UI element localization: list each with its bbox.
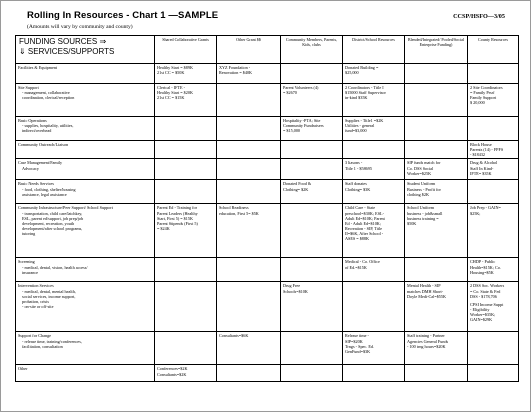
funding-entry-line: 2 Coordinators - Title I xyxy=(345,85,384,90)
service-detail: development/after school programs, xyxy=(22,225,83,231)
service-detail: - transportation, child care/latchkey, xyxy=(22,210,83,216)
service-row-header xyxy=(16,180,155,204)
funding-entry-line: Worker=$35K; xyxy=(470,312,496,317)
funding-entry-line: GAIN=$29K xyxy=(470,317,493,323)
funding-cell xyxy=(155,64,217,84)
funding-cell xyxy=(281,141,343,159)
funding-entry-line: in-kind $35K xyxy=(345,95,368,101)
funding-entry-line: Trngs - Spec. Ed. xyxy=(345,343,375,349)
document-subtitle: (Amounts will vary by community and county) xyxy=(27,24,133,30)
funding-entry-line: Block House xyxy=(470,142,492,147)
funding-cell xyxy=(405,180,468,204)
funding-cell xyxy=(217,64,281,84)
column-header: District/School Resources xyxy=(343,36,405,64)
funding-entry-line: 21st CC = $15K xyxy=(157,95,185,101)
funding-cell xyxy=(343,159,405,180)
funding-entry-line: Parent Ed - Training for xyxy=(157,205,198,211)
funding-entry-line: Donated Building = xyxy=(345,65,379,70)
funding-entry-line: Parent Stipends (First 5) xyxy=(157,220,198,226)
funding-entry-line: Family Support xyxy=(470,95,497,101)
service-row-header xyxy=(16,332,155,365)
funding-entry-line: Consultants=$2K xyxy=(157,371,187,377)
funding-cell xyxy=(281,258,343,282)
service-detail: - food, clothing, shelter/housing xyxy=(22,186,76,192)
funding-entry-line: preschool=$30K; ESL- xyxy=(345,210,384,216)
document-page xyxy=(15,7,515,377)
funding-entry-line: Conferences=$2K xyxy=(157,366,188,372)
service-name: Basic Operations xyxy=(18,118,47,123)
table-row xyxy=(16,204,519,258)
funding-entry-line: Healthy Start = $20K xyxy=(157,90,193,96)
funding-entry-line: = $24K xyxy=(157,225,170,231)
funding-cell xyxy=(281,365,343,382)
funding-entry-line: of Ed.=$15K xyxy=(345,264,367,270)
funding-entry-line: SIP=$20K xyxy=(345,338,363,344)
funding-cell xyxy=(281,332,343,365)
funding-entry-line: Community Fundraisers xyxy=(283,123,324,129)
service-name: Intervention Services xyxy=(18,283,54,289)
service-row-header xyxy=(16,84,155,117)
service-row-header xyxy=(16,117,155,141)
funding-entry-line: Agencies General Funds xyxy=(407,338,449,344)
funding-entry-line: XYZ Foundation - xyxy=(219,65,251,70)
funding-cell xyxy=(217,159,281,180)
funding-entry-line: Staff In Kind- xyxy=(470,165,494,171)
funding-cell xyxy=(343,204,405,258)
funding-entry-line: Consultants=$6K xyxy=(219,333,249,339)
funding-entry-line: Ed - Adult Ed=$10K; xyxy=(345,220,381,226)
funding-cell xyxy=(343,180,405,204)
funding-cell xyxy=(217,84,281,117)
funding-entry-line: ASES = $88K xyxy=(345,236,370,242)
funding-cell xyxy=(281,204,343,258)
funding-entry-line: Recreation - SIP, Title xyxy=(345,225,382,231)
service-row-header xyxy=(16,204,155,258)
service-name: Screening xyxy=(18,259,35,265)
funding-sources-label: FUNDING SOURCES ⇒ xyxy=(19,37,107,46)
funding-cell xyxy=(405,84,468,117)
service-name: Facilities & Equipment xyxy=(18,65,58,70)
funding-cell xyxy=(281,159,343,180)
service-detail: development, recreation, youth xyxy=(22,220,75,226)
service-row-header xyxy=(16,258,155,282)
service-name: Other xyxy=(18,366,28,372)
funding-entry-line: $50K xyxy=(407,220,417,226)
table-row xyxy=(16,117,519,141)
funding-entry-line: Clothing= $3K xyxy=(345,186,371,192)
funding-entry-line: Mental Health - SIP xyxy=(407,283,441,289)
funding-entry-line: = $2670 xyxy=(283,90,297,96)
funding-entry-line: SIP funds match for xyxy=(407,160,441,166)
service-detail: insurance xyxy=(22,269,39,275)
service-row-header xyxy=(16,141,155,159)
funding-cell xyxy=(155,204,217,258)
service-detail: assistance, legal assistance xyxy=(22,191,67,197)
service-detail: - release time, training/conferences, xyxy=(22,338,82,344)
funding-entry-line: matches DMH Short- xyxy=(407,288,444,294)
funding-cell xyxy=(468,141,519,159)
service-detail: tutoring xyxy=(22,231,36,236)
funding-cell xyxy=(217,180,281,204)
service-detail: - medical, dental, vision, health access/ xyxy=(22,264,88,270)
funding-entry-line: IFTE= $35K xyxy=(470,170,492,176)
funding-cell xyxy=(468,332,519,365)
funding-entry-line: CHDP - Public xyxy=(470,259,496,265)
funding-cell xyxy=(405,204,468,258)
service-detail: coordination, clerical/reception xyxy=(22,95,75,101)
service-name: Case Management/Family xyxy=(18,160,63,166)
funding-entry-line: Supplies - Title1 =$2K xyxy=(345,118,384,123)
funding-entry-line: business - job&small xyxy=(407,210,443,216)
service-detail: social services, income support, xyxy=(22,293,76,299)
funding-cell xyxy=(405,141,468,159)
funding-entry-line: Parent Leaders (Healthy xyxy=(157,210,198,216)
funding-cell xyxy=(217,258,281,282)
funding-entry-line: Staff training - Partner xyxy=(407,333,445,339)
funding-cell xyxy=(343,64,405,84)
funding-cell xyxy=(155,141,217,159)
funding-cell xyxy=(343,117,405,141)
service-detail: - on-site or off-site xyxy=(22,303,54,309)
funding-entry-line: Medical - Co. Office xyxy=(345,259,380,265)
funding-entry-line: Staff donates xyxy=(345,181,367,187)
funding-entry-line: business training = xyxy=(407,215,439,221)
table-row xyxy=(16,282,519,332)
funding-cell xyxy=(468,159,519,180)
service-detail: - medical, dental, mental health, xyxy=(22,288,76,294)
funding-entry-line: - $18432 xyxy=(470,152,486,158)
table-row xyxy=(16,332,519,365)
funding-entry-line: fund=$3,000 xyxy=(345,128,367,134)
funding-entry-line: Start, First 5) = $15K xyxy=(157,215,193,221)
funding-entry-line: $15000 Staff Supervisor xyxy=(345,90,386,96)
service-row-header xyxy=(16,282,155,332)
resources-table xyxy=(15,35,519,382)
funding-entry-line: 21st CC = $50K xyxy=(157,70,185,76)
funding-cell xyxy=(155,365,217,382)
funding-entry-line: Clerical - IFTE - xyxy=(157,85,186,90)
funding-entry-line: Student Uniform xyxy=(407,181,436,187)
document-title: Rolling In Resources - Chart 1 —SAMPLE xyxy=(27,10,219,21)
funding-cell xyxy=(343,141,405,159)
funding-cell xyxy=(343,258,405,282)
funding-cell xyxy=(343,332,405,365)
column-header: County Resources xyxy=(468,36,519,64)
funding-entry-line: = Family Prsrf xyxy=(470,90,495,96)
table-row xyxy=(16,180,519,204)
funding-entry-line: Drug Free xyxy=(283,283,301,289)
funding-cell xyxy=(343,282,405,332)
funding-entry-line: Healthy Start = $89K xyxy=(157,65,193,70)
service-detail: probation, crisis xyxy=(22,298,49,304)
funding-cell xyxy=(468,180,519,204)
funding-cell xyxy=(405,282,468,332)
funding-cell xyxy=(217,204,281,258)
funding-entry-line: Parent Volunteers (4) xyxy=(283,85,319,90)
funding-entry-line: = Co. State & Fed xyxy=(470,288,501,294)
funding-entry-line: Drug & Alcohol xyxy=(470,160,498,166)
service-row-header xyxy=(16,159,155,180)
funding-cell xyxy=(468,258,519,282)
funding-cell xyxy=(281,282,343,332)
funding-cell xyxy=(155,332,217,365)
funding-cell xyxy=(155,84,217,117)
service-name: Community Outreach/Liaison xyxy=(18,142,69,147)
column-header: Community Members, Parents, Kids, clubs xyxy=(281,36,343,64)
funding-entry-line: $ 20,000 xyxy=(470,100,485,106)
funding-entry-line: CPSI Income Suppt xyxy=(470,301,504,307)
funding-entry-line: Business - Profit for xyxy=(407,186,441,192)
table-row xyxy=(16,159,519,180)
funding-entry-line: School Readiness xyxy=(219,205,249,211)
funding-entry-line: Worker=$25K xyxy=(407,170,432,176)
funding-cell xyxy=(405,64,468,84)
table-row xyxy=(16,141,519,159)
funding-cell xyxy=(217,117,281,141)
table-row xyxy=(16,365,519,382)
funding-entry-line: - 100 trng hours=$20K xyxy=(407,343,446,349)
funding-cell xyxy=(217,141,281,159)
service-name: Site Support xyxy=(18,85,39,90)
funding-cell xyxy=(281,180,343,204)
funding-entry-line: Adult Ed=$10K; Parent xyxy=(345,215,385,221)
funding-entry-line: = $15,000 xyxy=(283,128,301,134)
service-name: Support for Change xyxy=(18,333,52,339)
funding-cell xyxy=(405,159,468,180)
funding-entry-line: Health=$15K; Co. xyxy=(470,264,501,270)
funding-entry-line: Schools=$10K xyxy=(283,288,308,294)
funding-cell xyxy=(405,332,468,365)
funding-entry-line: School Uniform xyxy=(407,205,435,211)
funding-entry-line: Utilities - general xyxy=(345,123,375,129)
corner-header-cell xyxy=(16,36,155,64)
funding-cell xyxy=(155,117,217,141)
service-detail: indirect/overhead xyxy=(22,128,52,134)
service-name: Community Infrastructure/Peer Support/ School Support xyxy=(18,205,113,211)
service-name: Basic Needs Services xyxy=(18,181,55,187)
header-row xyxy=(16,36,519,64)
funding-cell xyxy=(281,64,343,84)
funding-entry-line: Co. DSS Social xyxy=(407,165,434,171)
funding-entry-line: Job Prep - GAIN= xyxy=(470,205,501,211)
service-row-header xyxy=(16,365,155,382)
funding-entry-line: DSS - $178,706 xyxy=(470,293,497,299)
funding-entry-line: Clothing= $2K xyxy=(283,186,309,192)
funding-entry-line: Child Care - State xyxy=(345,205,376,211)
funding-cell xyxy=(468,204,519,258)
funding-entry-line: Renovation = $40K xyxy=(219,70,253,76)
funding-entry-line: Hospitality -PTA; Site xyxy=(283,118,321,123)
funding-entry-line: 2 Site Coordinators xyxy=(470,85,503,90)
funding-cell xyxy=(217,365,281,382)
funding-entry-line: Parents (14) - FPFS xyxy=(470,147,504,153)
table-row xyxy=(16,258,519,282)
service-detail: - management, collaborative xyxy=(22,90,70,96)
column-header: Other Grant $$ xyxy=(217,36,281,64)
funding-cell xyxy=(468,365,519,382)
funding-cell xyxy=(155,258,217,282)
service-detail: Advocacy xyxy=(22,165,39,171)
funding-cell xyxy=(155,282,217,332)
document-header xyxy=(15,7,515,35)
funding-entry-line: $25,000 xyxy=(345,70,359,76)
funding-entry-line: Release time - xyxy=(345,333,369,339)
funding-cell xyxy=(155,159,217,180)
funding-cell xyxy=(281,117,343,141)
service-row-header xyxy=(16,64,155,84)
funding-cell xyxy=(468,282,519,332)
services-supports-label: ⇓ SERVICES/SUPPORTS xyxy=(19,47,115,56)
column-header: Blended/Integrated/ Pooled/Social Enterprise Funding) xyxy=(405,36,468,64)
funding-entry-line: Title 1 - $58695 xyxy=(345,165,372,171)
service-detail: facilitation, consultation xyxy=(22,343,63,349)
funding-cell xyxy=(281,84,343,117)
funding-entry-line: - Eligibility xyxy=(470,306,490,312)
service-detail: - supplies, hospitality, utilities, xyxy=(22,123,74,129)
funding-entry-line: clothing $2K xyxy=(407,191,429,197)
funding-entry-line: Donated Food & xyxy=(283,181,312,187)
funding-cell xyxy=(468,64,519,84)
funding-cell xyxy=(405,365,468,382)
table-body xyxy=(16,64,519,382)
funding-cell xyxy=(468,117,519,141)
funding-entry-line: $25K; xyxy=(470,210,481,216)
funding-entry-line: 3 liasons - xyxy=(345,160,363,166)
table-row xyxy=(16,84,519,117)
funding-cell xyxy=(405,117,468,141)
funding-cell xyxy=(405,258,468,282)
funding-cell xyxy=(343,365,405,382)
funding-cell xyxy=(155,180,217,204)
funding-cell xyxy=(468,84,519,117)
funding-entry-line: GenFund=$3K xyxy=(345,348,371,354)
funding-entry-line: II=$6K, After School - xyxy=(345,231,384,236)
funding-entry-line: Doyle Medi-Cal=$55K xyxy=(407,293,446,299)
funding-cell xyxy=(343,84,405,117)
document-code: CCSP/HSFO—3/05 xyxy=(453,13,505,20)
funding-cell xyxy=(217,332,281,365)
funding-cell xyxy=(217,282,281,332)
funding-entry-line: Housing=$5K xyxy=(470,269,494,275)
funding-entry-line: education, First 5= $5K xyxy=(219,210,259,216)
service-detail: ESL, parent ed/support, job prep/job xyxy=(22,215,84,221)
column-header: Shared Collaborative Grants xyxy=(155,36,217,64)
funding-entry-line: 2 DSS Soc. Workers xyxy=(470,283,505,289)
table-row xyxy=(16,64,519,84)
